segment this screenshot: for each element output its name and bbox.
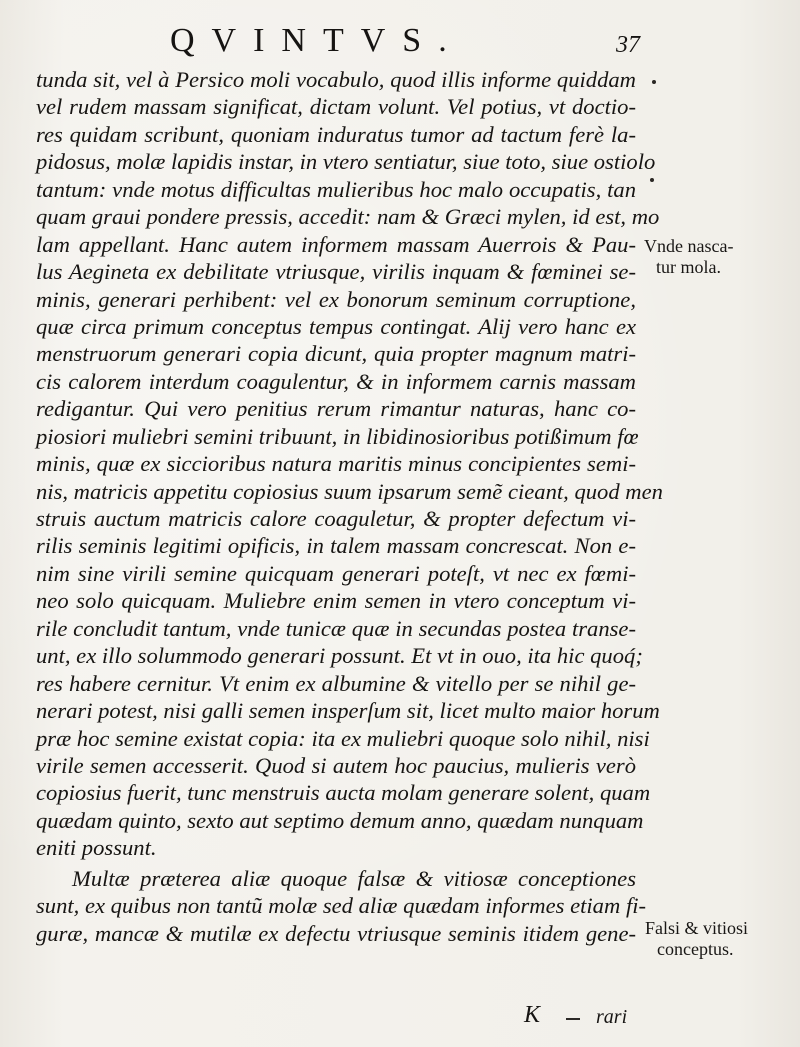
text-line: copiosius fuerit, tunc menstruis aucta molam generare solent, quam [36,780,651,806]
text-line: sunt, ex quibus non tantũ molæ sed aliæ quædam informes etiam fi- [36,893,647,919]
text-line: Multæ præterea aliæ quoque falsæ & vitiosæ conceptiones [72,865,636,891]
text-line: pidosus, molæ lapidis instar, in vtero sentiatur, siue toto, siue ostiolo [36,149,656,175]
signature-dash [566,1018,580,1020]
text-line: quam graui pondere pressis, accedit: nam & Græci mylen, id est, mo [36,204,660,230]
text-line: res quidam scribunt, quoniam induratus tumor ad tactum ferè la- [36,121,636,147]
text-line: lus Aegineta ex debilitate vtriusque, virilis inquam & fœminei se- [36,259,636,285]
text-line: minis, quæ ex siccioribus natura maritis minus concipientes semi- [36,451,636,477]
running-title: QVINTVS. [170,22,464,59]
text-line: quædam quinto, sexto aut septimo demum anno, quædam nunquam [36,807,644,833]
signature-mark: K [524,1002,541,1028]
text-line: struis auctum matricis calore coaguletur, & propter defectum vi- [36,506,636,531]
text-line: neo solo quicquam. Muliebre enim semen in vtero conceptum vi- [36,588,636,614]
margin-note-line: Falsi & vitiosi [645,918,749,938]
text-line: nim sine virili semine quicquam generari poteſt, vt nec ex fœmi- [36,560,636,586]
margin-dot-mark [652,80,656,84]
text-line: res habere cernitur. Vt enim ex albumine & vitello per se nihil ge- [36,670,636,696]
text-line: menstruorum generari copia dicunt, quia propter magnum matri- [36,341,636,367]
page-number: 37 [616,32,640,58]
text-line: lam appellant. Hanc autem informem massam Auerrois & Pau- [36,231,636,257]
margin-note-line: Vnde nasca- [644,236,734,256]
text-line: præ hoc semine existat copia: ita ex muliebri quoque solo nihil, nisi [36,725,650,751]
margin-note-mola [644,236,733,278]
text-line: rile concludit tantum, vnde tunicæ quæ in secundas postea transe- [36,615,636,641]
text-line: eniti possunt. [36,835,157,861]
text-line: quæ circa primum conceptus tempus contingat. Alij vero hanc ex [36,313,636,339]
text-line: nerari potest, nisi galli semen insperſum sit, licet multo maior horum [36,698,660,724]
text-line: piosiori muliebri semini tribuunt, in libidinosioribus potißimum fœ [36,423,639,449]
text-line: cis calorem interdum coagulentur, & in informem carnis massam [36,368,636,394]
text-line: minis, generari perhibent: vel ex bonorum seminum corruptione, [36,286,636,312]
text-line: guræ, mancæ & mutilæ ex defectu vtriusque seminis itidem gene- [36,920,636,946]
page-header [170,22,670,62]
margin-note-line: conceptus. [657,939,734,959]
text-line: vel rudem massam significat, dictam volunt. Vel potius, vt doctio- [36,94,636,120]
margin-dot-mark [650,178,654,182]
text-line: tunda sit, vel à Persico moli vocabulo, quod illis informe quiddam [36,67,636,92]
text-line: redigantur. Qui vero penitius rerum rimantur naturas, hanc co- [36,396,636,422]
text-line: tantum: vnde motus difficultas mulieribus hoc malo occupatis, tan [36,176,636,202]
text-line: rilis seminis legitimi opificis, in talem massam concrescat. Non e- [36,533,636,559]
text-line: nis, matricis appetitu copiosius suum ipsarum semẽ cieant, quod men [36,478,663,504]
margin-note-line: tur mola. [656,257,721,277]
catchword: rari [596,1006,628,1028]
margin-note-conceptus [645,918,748,960]
text-line: virile semen accesserit. Quod si autem hoc paucius, mulieris verò [36,752,636,778]
text-line: unt, ex illo solummodo generari possunt. Et vt in ouo, ita hic quoq́; [36,643,643,669]
main-text-block [36,66,663,947]
